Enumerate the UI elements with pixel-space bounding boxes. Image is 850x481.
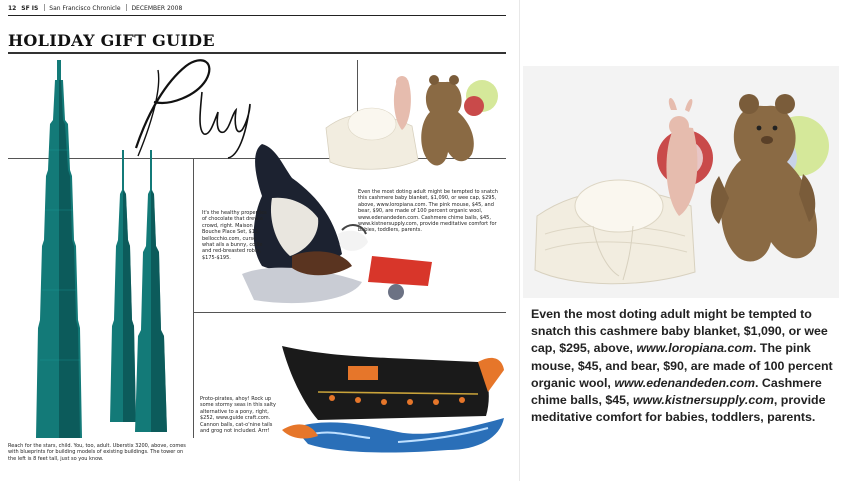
caption-url-loropiana: www.loropiana.com: [636, 341, 753, 356]
caption-url-kistnersupply: www.kistnersupply.com: [632, 393, 774, 408]
caption-text: . Cashmere chime balls, $45,: [531, 375, 822, 408]
pirate-caption: Proto-pirates, ahoy! Rock up some stormy seas in this salty alternative to a pony, right, $252, www.guide craft.com. Cannon balls, cat-o'nine tails and grog not included. Arrr!: [200, 396, 276, 435]
caption-text: . The pink mouse, $45, and bear, $90, are made of 100 percent organic wool,: [531, 341, 833, 390]
uberstix-tower-tall: [36, 60, 82, 438]
caption-text: Even the most doting adult might be tempted to snatch this cashmere baby blanket, $1,090, or wee cap, $295, above,: [531, 307, 828, 356]
uberstix-tower-right: [134, 150, 168, 432]
pirate-rocker-photo: [278, 332, 514, 462]
baby-gift-photo-zoom: [523, 66, 839, 298]
header-rule: [8, 15, 506, 16]
caption-url-edenandeden: www.edenandeden.com: [614, 375, 755, 390]
publication-name: San Francisco Chronicle: [49, 5, 121, 12]
column-rule: [193, 158, 194, 438]
play-word: Play: [138, 112, 141, 113]
baby-gift-illustration: [523, 66, 839, 298]
blanket-caption-zoom: [531, 306, 841, 426]
skyscraper-caption: Reach for the stars, child. You, too, adult. Uberstix 3200, above, comes with blueprints for building models of existing buildings. The tower on the left is 8 feet tall, just so you know.: [8, 443, 186, 462]
chocolate-caption: It's the healthy properties of chocolate that drew a crowd, right. Maison Bouche Place Set, $12, bellocchio.com, curse what ails a bunny, collie and red-breasted robin, $175-$195.: [202, 210, 267, 261]
page-number: 12: [8, 5, 17, 12]
page-header: [8, 4, 182, 12]
page-title: HOLIDAY GIFT GUIDE: [8, 31, 215, 50]
caption-text: , provide meditative comfort for babies, toddlers, parents.: [531, 393, 826, 425]
issue-date: DECEMBER 2008: [131, 5, 183, 12]
section-name: SF IS: [21, 5, 39, 12]
blanket-caption: Even the most doting adult might be tempted to snatch this cashmere baby blanket, $1,090, or wee cap, $295, above, www.loropiana.com. The pink mouse, $45, and bear, $90, are made of 100 percent organic wool, www.edenandeden.com. Cashmere chime balls, $45, www.kistnersupply.com, provide meditative comfort for babies, toddlers, parents.: [358, 189, 498, 234]
